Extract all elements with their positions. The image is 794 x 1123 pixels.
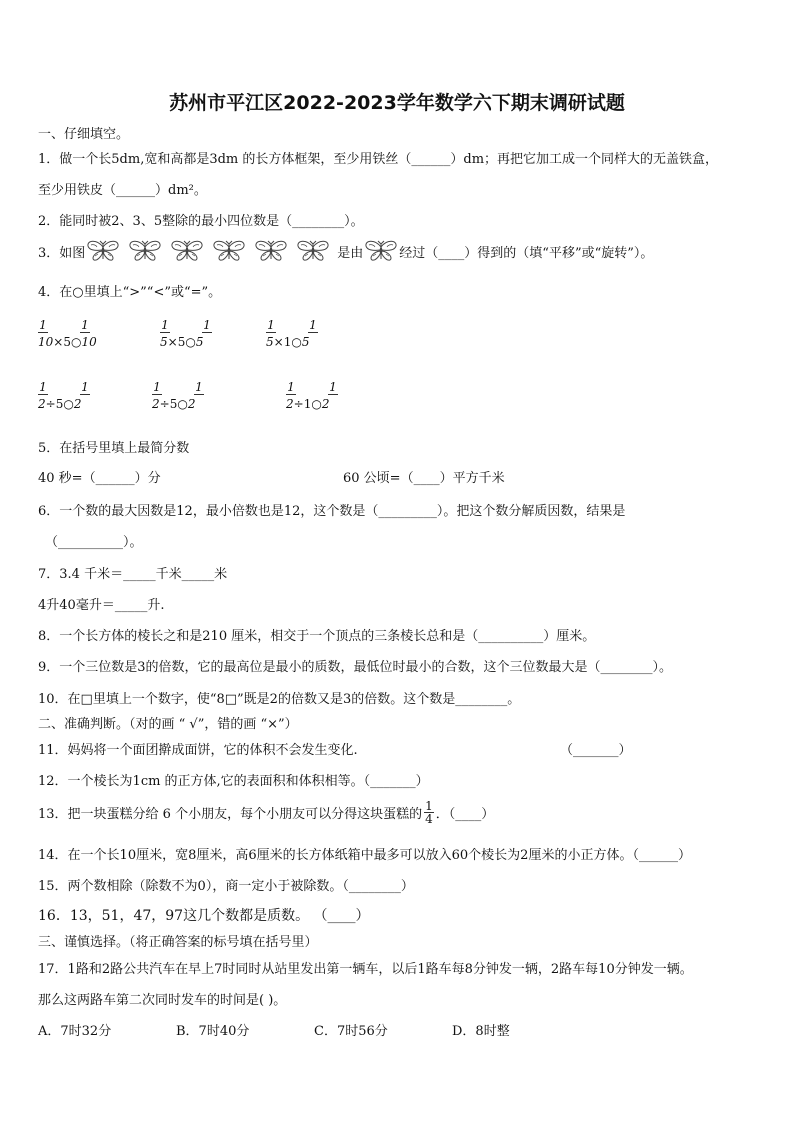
butterfly-icon bbox=[127, 240, 163, 262]
question-2: 2．能同时被2、3、5整除的最小四位数是（________）。 bbox=[38, 214, 364, 229]
fraction-denominator: 2 bbox=[38, 397, 46, 411]
fraction-numerator: 1 bbox=[203, 318, 211, 332]
question-14: 14．在一个长10厘米，宽8厘米，高6厘米的长方体纸箱中最多可以放入60个棱长为2厘米的小正方体。（______） bbox=[38, 848, 691, 863]
fraction-numerator: 1 bbox=[153, 380, 161, 394]
fraction-numerator: 1 bbox=[287, 380, 295, 394]
comparison-item bbox=[38, 380, 90, 413]
fraction-numerator: 1 bbox=[81, 380, 89, 394]
fraction-numerator: 1 bbox=[425, 799, 433, 813]
section-heading-judge: 二、准确判断。（对的画 “ √”，错的画 “×”） bbox=[38, 717, 298, 732]
butterfly-row bbox=[85, 240, 337, 262]
option-a: A．7时32分 bbox=[38, 1024, 112, 1039]
comparison-item bbox=[286, 380, 338, 413]
comparison-operator: ×1○ bbox=[273, 335, 302, 349]
question-6-line-2: （__________）。 bbox=[45, 535, 143, 550]
question-1-line-2: 至少用铁皮（______）dm²。 bbox=[38, 183, 207, 198]
question-1-line-1: 1．做一个长5dm,宽和高都是3dm 的长方体框架，至少用铁丝（______）dm；再把它加工成一个同样大的无盖铁盒， bbox=[38, 152, 719, 167]
comparison-operator: ×5○ bbox=[53, 335, 82, 349]
question-13-prefix: 13．把一块蛋糕分给 6 个小朋友，每个小朋友可以分得这块蛋糕的 bbox=[38, 807, 423, 822]
option-b: B．7时40分 bbox=[176, 1024, 250, 1039]
question-3-suffix: 经过（____）得到的（填“平移”或“旋转”）。 bbox=[399, 245, 654, 261]
fraction-denominator: 10 bbox=[81, 335, 97, 349]
option-d: D．8时整 bbox=[452, 1024, 510, 1039]
question-15: 15．两个数相除（除数不为0），商一定小于被除数。（________） bbox=[38, 879, 414, 894]
question-16: 16．13，51，47，97这几个数都是质数。 （____） bbox=[38, 908, 370, 924]
fraction-denominator: 2 bbox=[321, 397, 330, 411]
question-12: 12．一个棱长为1cm 的正方体,它的表面积和体积相等。（_______） bbox=[38, 774, 429, 789]
comparison-operator: ÷5○ bbox=[45, 397, 74, 411]
fraction-denominator: 10 bbox=[38, 335, 54, 349]
question-3-prefix: 3．如图 bbox=[38, 245, 86, 261]
fraction-denominator: 5 bbox=[301, 335, 310, 349]
question-3 bbox=[38, 240, 653, 262]
question-5-item-b: 60 公顷=（____）平方千米 bbox=[343, 471, 505, 486]
fraction-denominator: 5 bbox=[195, 335, 204, 349]
option-c: C．7时56分 bbox=[314, 1024, 388, 1039]
question-8: 8．一个长方体的棱长之和是210 厘米，相交于一个顶点的三条棱长总和是（__________）厘米。 bbox=[38, 629, 596, 644]
fraction-numerator: 1 bbox=[39, 318, 47, 332]
butterfly-icon bbox=[253, 240, 289, 262]
question-17-line-2: 那么这两路车第二次同时发车的时间是( )。 bbox=[38, 993, 287, 1008]
question-17-line-1: 17．1路和2路公共汽车在早上7时同时从站里发出第一辆车，以后1路车每8分钟发一辆，2路车每10分钟发一辆。 bbox=[38, 962, 693, 977]
fraction-denominator: 4 bbox=[425, 812, 433, 826]
fraction-denominator: 2 bbox=[152, 397, 160, 411]
fraction-numerator: 1 bbox=[267, 318, 275, 332]
comparison-operator: ÷1○ bbox=[293, 397, 322, 411]
fraction-numerator: 1 bbox=[161, 318, 169, 332]
question-4-heading: 4．在○里填上“>”“<”或“=”。 bbox=[38, 285, 222, 300]
fraction-denominator: 5 bbox=[266, 335, 274, 349]
question-5-item-a: 40 秒=（______）分 bbox=[38, 471, 161, 486]
comparison-operator: ×5○ bbox=[167, 335, 196, 349]
butterfly-icon bbox=[295, 240, 331, 262]
comparison-item bbox=[160, 318, 212, 351]
section-heading-choice: 三、谨慎选择。（将正确答案的标号填在括号里） bbox=[38, 935, 318, 950]
question-6-line-1: 6．一个数的最大因数是12，最小倍数也是12，这个数是（_________）。把这个数分解质因数，结果是 bbox=[38, 504, 626, 519]
fraction-denominator: 5 bbox=[160, 335, 168, 349]
fraction-numerator: 1 bbox=[309, 318, 317, 332]
fraction-denominator: 2 bbox=[187, 397, 196, 411]
question-10: 10．在□里填上一个数字，使“8□”既是2的倍数又是3的倍数。这个数是________。 bbox=[38, 692, 521, 707]
question-9: 9．一个三位数是3的倍数，它的最高位是最小的质数，最低位时最小的合数，这个三位数最大是（________）。 bbox=[38, 660, 673, 675]
fraction-numerator: 1 bbox=[329, 380, 337, 394]
question-11-answer: （_______） bbox=[560, 743, 632, 758]
butterfly-icon bbox=[85, 240, 121, 262]
comparison-item bbox=[152, 380, 204, 413]
page-title: 苏州市平江区2022-2023学年数学六下期末调研试题 bbox=[169, 92, 625, 114]
fraction-denominator: 2 bbox=[286, 397, 294, 411]
fraction-numerator: 1 bbox=[39, 380, 47, 394]
question-7-line-2: 4升40毫升＝_____升. bbox=[38, 598, 165, 613]
comparison-item bbox=[38, 318, 97, 351]
fraction-numerator: 1 bbox=[81, 318, 89, 332]
comparison-item bbox=[266, 318, 318, 351]
butterfly-icon bbox=[169, 240, 205, 262]
question-13 bbox=[38, 800, 494, 825]
fraction-denominator: 2 bbox=[73, 397, 82, 411]
question-5-heading: 5．在括号里填上最简分数 bbox=[38, 441, 190, 456]
question-7-line-1: 7．3.4 千米＝_____千米_____米 bbox=[38, 567, 228, 582]
butterfly-icon bbox=[211, 240, 247, 262]
section-heading-fill: 一、仔细填空。 bbox=[38, 127, 130, 142]
butterfly-icon bbox=[363, 240, 399, 262]
fraction bbox=[424, 800, 434, 825]
question-11: 11．妈妈将一个面团擀成面饼，它的体积不会发生变化. bbox=[38, 743, 358, 758]
question-13-suffix: ．（____） bbox=[435, 807, 495, 822]
comparison-operator: ÷5○ bbox=[159, 397, 188, 411]
question-3-middle: 是由 bbox=[337, 245, 364, 261]
fraction-numerator: 1 bbox=[195, 380, 203, 394]
